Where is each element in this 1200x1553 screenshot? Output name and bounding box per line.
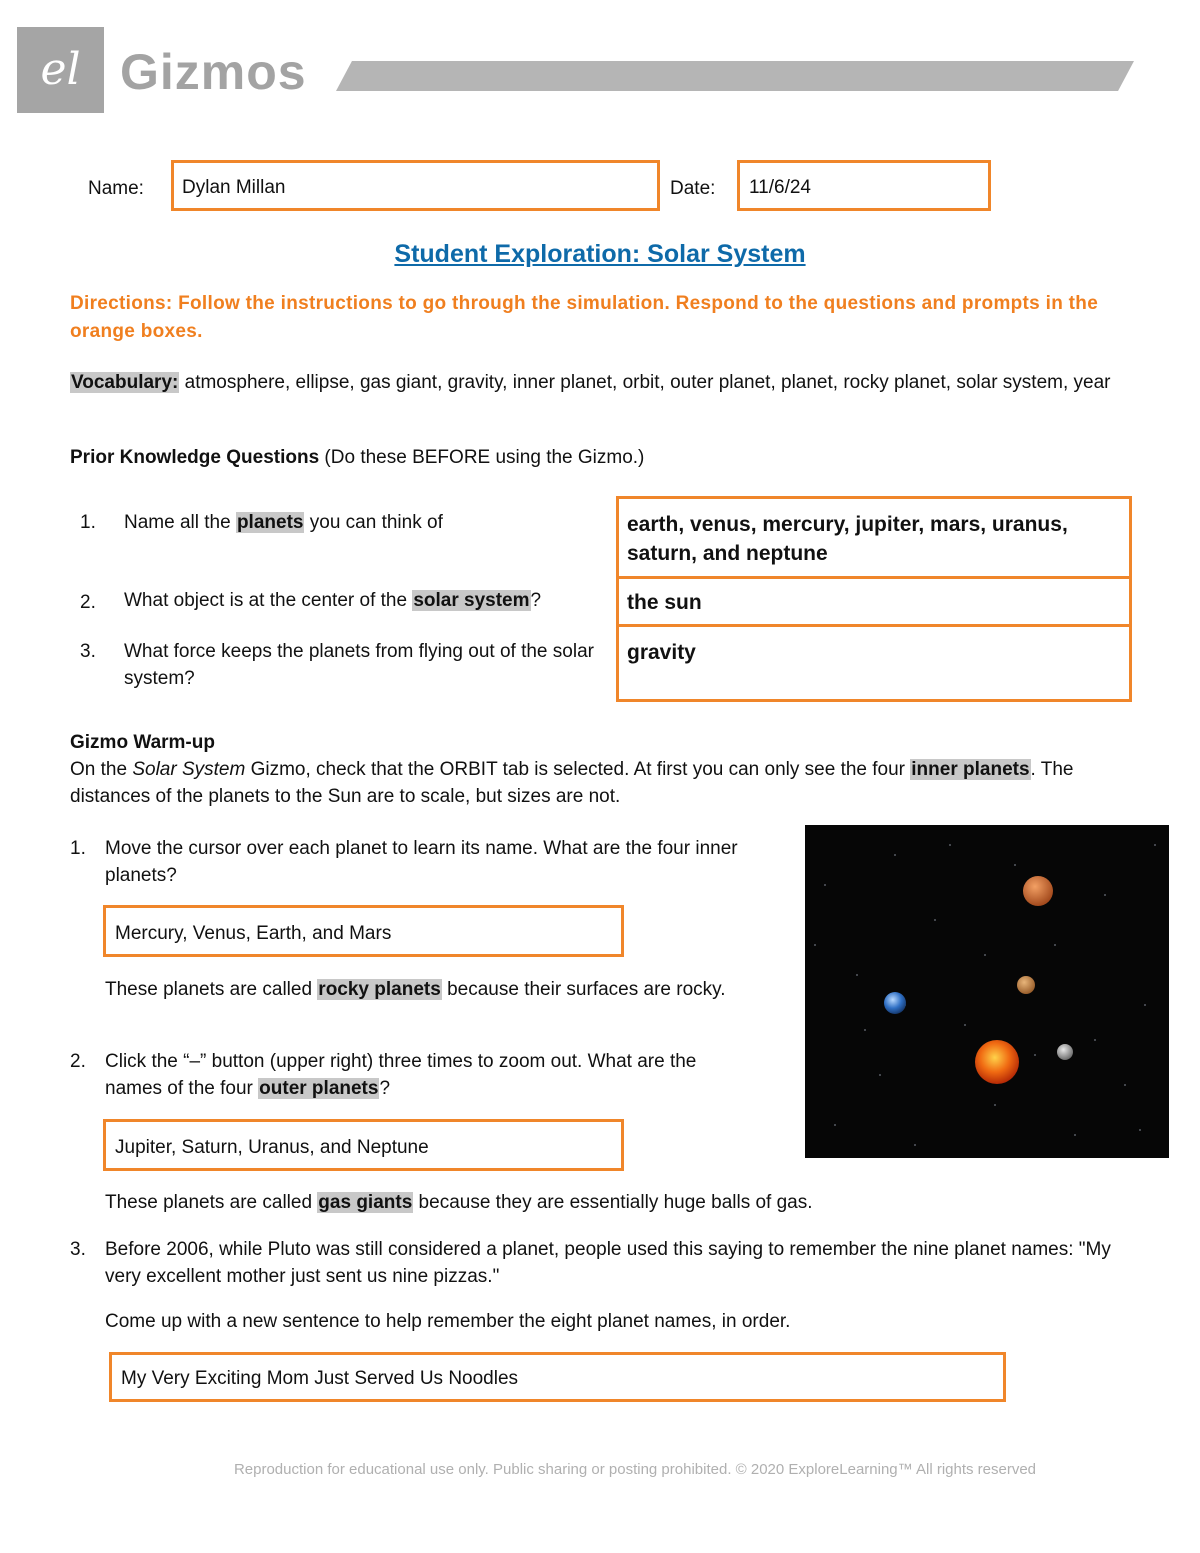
- answer-mnemonic[interactable]: [109, 1352, 1006, 1402]
- prior-question-1: [124, 509, 604, 536]
- question-text: ?: [379, 1078, 391, 1099]
- answer-inner-planets[interactable]: [103, 905, 624, 957]
- question-text: Name all the: [124, 512, 236, 533]
- answer-planets[interactable]: earth, venus, mercury, jupiter, mars, uranus, saturn, and neptune: [627, 513, 1068, 565]
- prior-knowledge-heading: [70, 444, 644, 471]
- vocabulary-label: Vocabulary:: [71, 372, 179, 393]
- question-number: 1.: [80, 512, 96, 533]
- gizmo-name: Solar System: [132, 759, 246, 780]
- gas-giants-note: [105, 1189, 1145, 1216]
- warmup-question-1: Move the cursor over each planet to learn its name. What are the four inner planets?: [105, 838, 738, 886]
- vocabulary-list: atmosphere, ellipse, gas giant, gravity, inner planet, orbit, outer planet, planet, rocky planet, solar system, year: [179, 372, 1111, 393]
- page-title: Student Exploration: Solar System: [394, 240, 806, 268]
- question-number: 2.: [80, 592, 96, 613]
- answer-divider: [619, 576, 1129, 579]
- prior-question-2: [124, 587, 604, 614]
- mercury-icon: [1057, 1044, 1073, 1060]
- question-text: Click the “–” button (upper right) three times to zoom out. What are the names of the four: [105, 1051, 697, 1099]
- note-text: These planets are called: [105, 979, 318, 1000]
- warmup-question-2: [105, 1048, 755, 1102]
- name-field[interactable]: [171, 160, 660, 211]
- note-text: because they are essentially huge balls of gas.: [413, 1192, 813, 1213]
- warmup-question-3: Before 2006, while Pluto was still considered a planet, people used this saying to remember the nine planet names: "My very excellent mother just sent us nine pizzas.": [105, 1239, 1111, 1287]
- footer-copyright: Reproduction for educational use only. Public sharing or posting prohibited. © 2020 ExploreLearning™ All rights reserved: [233, 1461, 1037, 1478]
- warmup-heading: Gizmo Warm-up: [70, 732, 215, 753]
- term-highlight: inner planets: [911, 759, 1030, 780]
- brand-name: Gizmos: [120, 44, 307, 100]
- logo-icon: el: [40, 44, 81, 95]
- date-field[interactable]: [737, 160, 991, 211]
- name-label: Name:: [88, 178, 144, 199]
- warmup-intro: [70, 756, 1140, 810]
- mars-icon: [1023, 876, 1053, 906]
- intro-text: Gizmo, check that the ORBIT tab is selected. At first you can only see the four: [245, 759, 911, 780]
- prior-question-3: What force keeps the planets from flying out of the solar system?: [124, 641, 594, 689]
- prior-note: (Do these BEFORE using the Gizmo.): [319, 447, 645, 468]
- answer-force[interactable]: gravity: [627, 641, 696, 664]
- earth-icon: [884, 992, 906, 1014]
- question-text: ?: [530, 590, 542, 611]
- prior-answers-box: [616, 496, 1132, 702]
- note-text: These planets are called: [105, 1192, 318, 1213]
- answer-divider: [619, 624, 1129, 627]
- vocabulary: [70, 369, 1140, 396]
- directions-text: Directions: Follow the instructions to go through the simulation. Respond to the questions and prompts in the orange boxes.: [70, 293, 1099, 342]
- sun-icon: [975, 1040, 1019, 1084]
- term-highlight: gas giants: [318, 1192, 413, 1213]
- question-number: 2.: [70, 1051, 86, 1072]
- rocky-planets-note: [105, 976, 765, 1003]
- header-bar: [336, 61, 1134, 91]
- question-text: you can think of: [304, 512, 443, 533]
- term-highlight: rocky planets: [318, 979, 441, 1000]
- question-number: 3.: [80, 641, 96, 662]
- date-label: Date:: [670, 178, 716, 199]
- answer-text: Jupiter, Saturn, Uranus, and Neptune: [115, 1137, 429, 1158]
- intro-text: . The distances of the planets to the Sun are to scale, but sizes are not.: [70, 759, 1074, 807]
- answer-text: My Very Exciting Mom Just Served Us Noodles: [121, 1368, 519, 1389]
- answer-center[interactable]: the sun: [627, 591, 702, 614]
- warmup-question-3-prompt: Come up with a new sentence to help remember the eight planet names, in order.: [105, 1311, 791, 1332]
- answer-text: Mercury, Venus, Earth, and Mars: [115, 923, 392, 944]
- question-number: 3.: [70, 1239, 86, 1260]
- orbit-view: [805, 825, 1169, 1158]
- solar-system-simulation-image: [805, 825, 1169, 1158]
- intro-text: On the: [70, 759, 133, 780]
- term-highlight: outer planets: [259, 1078, 379, 1099]
- date-value: 11/6/24: [749, 177, 811, 198]
- stars: [814, 844, 1156, 1146]
- prior-heading-text: Prior Knowledge Questions: [70, 447, 320, 468]
- question-number: 1.: [70, 838, 86, 859]
- venus-icon: [1017, 976, 1035, 994]
- term-highlight: planets: [236, 512, 304, 533]
- term-highlight: solar system: [413, 590, 530, 611]
- name-value: Dylan Millan: [182, 177, 286, 198]
- note-text: because their surfaces are rocky.: [441, 979, 726, 1000]
- answer-outer-planets[interactable]: [103, 1119, 624, 1171]
- logo-badge: [17, 27, 104, 113]
- question-text: What object is at the center of the: [124, 590, 413, 611]
